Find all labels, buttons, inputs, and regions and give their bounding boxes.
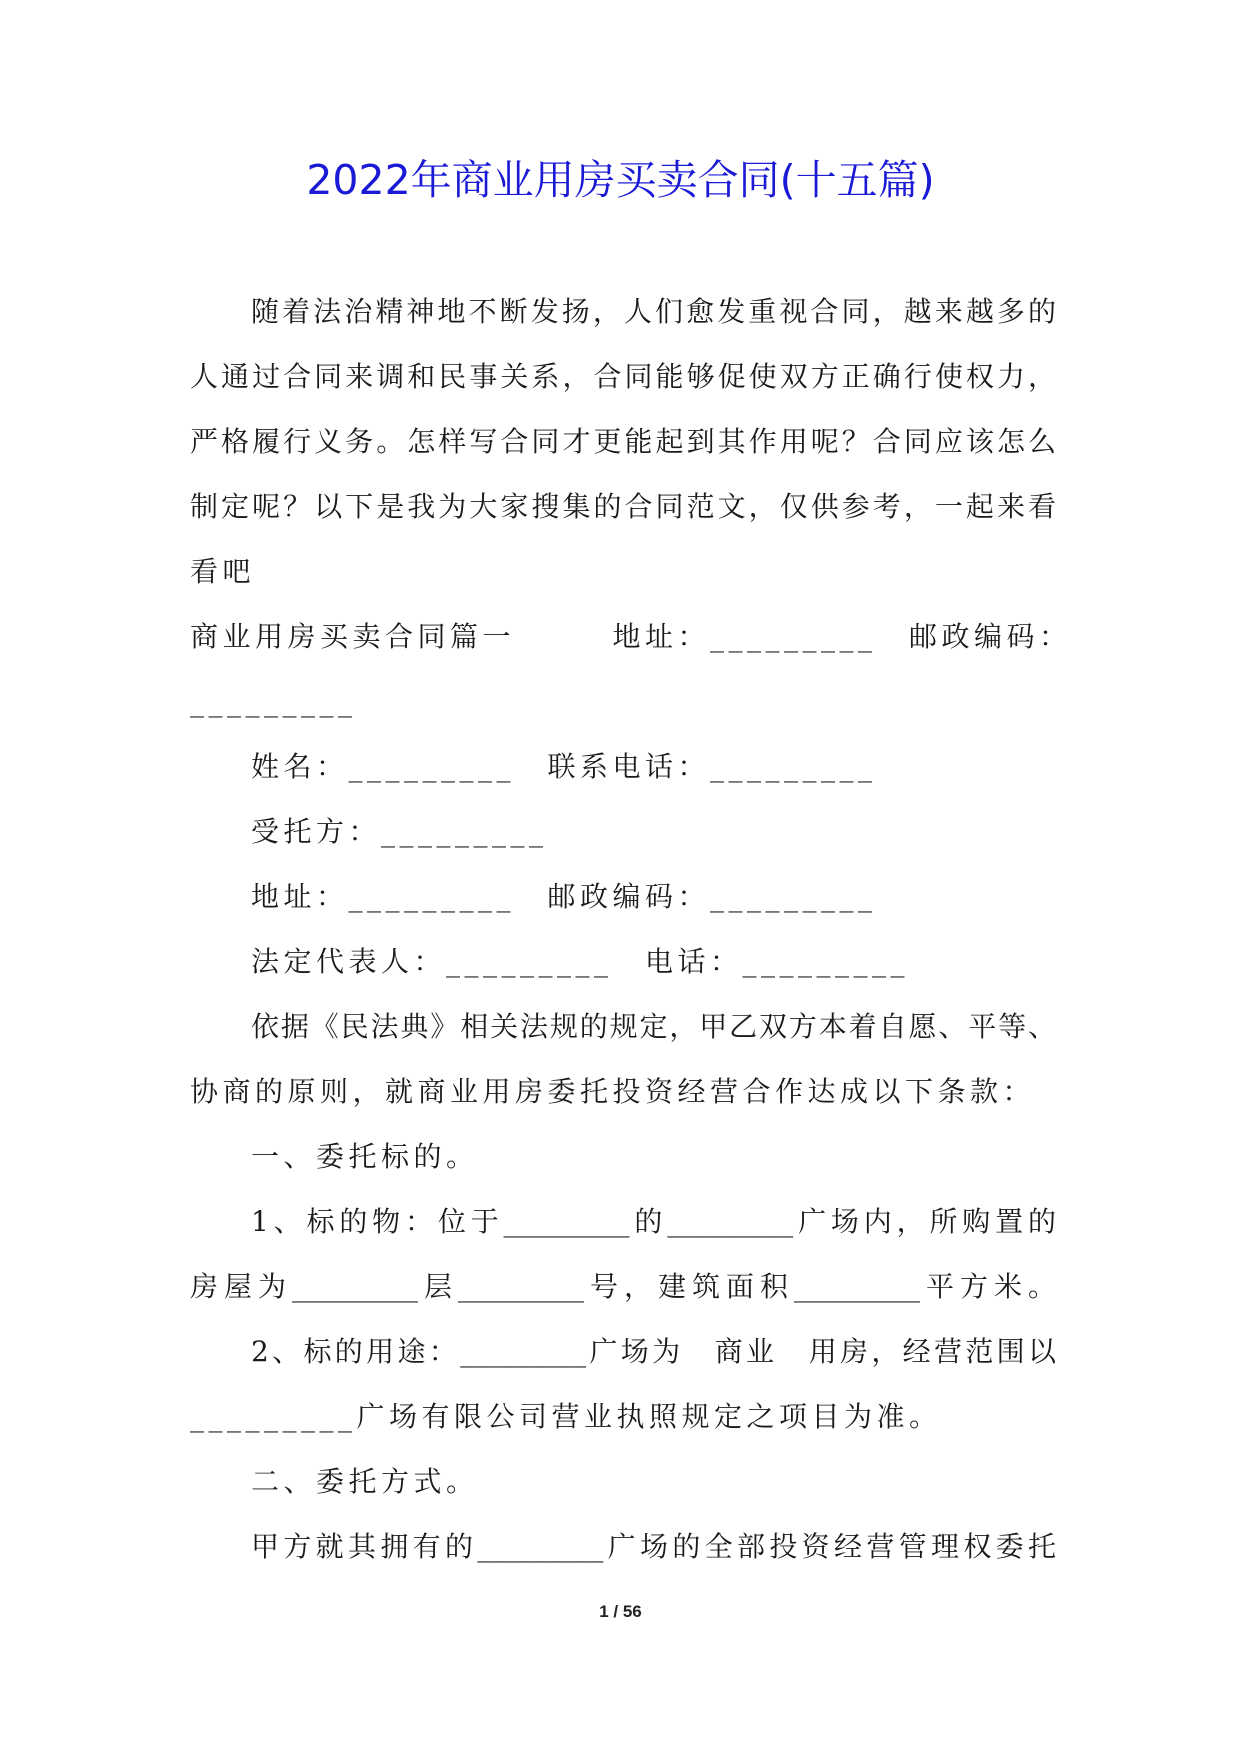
legal-representative-field-line: 法定代表人：_________ 电话：_________ [251,945,910,978]
item-1-line-1: 1、标的物：位于_________的_________广场内，所购置的 [251,1205,1056,1238]
paragraph-intro-line-2: 人通过合同来调和民事关系，合同能够促使双方正确行使权力， [190,360,1056,393]
trustee-field-line: 受托方：_________ [251,815,548,848]
item-1-line-2: 房屋为_________层_________号，建筑面积_________平方米。 [190,1270,1056,1303]
item-2-line-2: _________广场有限公司营业执照规定之项目为准。 [190,1400,942,1433]
clause-basis-line-1: 依据《民法典》相关法规的规定，甲乙双方本着自愿、平等、 [251,1010,1056,1043]
paragraph-intro-line-3: 严格履行义务。怎样写合同才更能起到其作用呢？合同应该怎么 [190,425,1056,458]
paragraph-intro-line-1: 随着法治精神地不断发扬，人们愈发重视合同，越来越多的 [251,295,1056,328]
page-number: 1 / 56 [599,1602,642,1621]
paragraph-intro-line-5: 看吧 [190,555,256,588]
address-postal-field-line: 地址：_________ 邮政编码：_________ [251,880,877,913]
contract-section-heading-line: 商业用房买卖合同篇一 地址：_________ 邮政编码： [190,620,1072,653]
section-heading-entrusted-subject: 一、委托标的。 [251,1140,479,1173]
item-2-line-1: 2、标的用途：_________广场为 商业 用房，经营范围以 [251,1335,1056,1368]
clause-basis-line-2: 协商的原则，就商业用房委托投资经营合作达成以下条款： [190,1075,1036,1108]
entrust-method-line-1: 甲方就其拥有的_________广场的全部投资经营管理权委托 [251,1530,1056,1563]
postal-code-blank: _________ [190,685,357,718]
name-phone-field-line: 姓名：_________ 联系电话：_________ [251,750,877,783]
section-heading-entrust-method: 二、委托方式。 [251,1465,479,1498]
page-title: 2022年商业用房买卖合同(十五篇) [306,156,935,204]
paragraph-intro-line-4: 制定呢？以下是我为大家搜集的合同范文，仅供参考，一起来看 [190,490,1056,523]
